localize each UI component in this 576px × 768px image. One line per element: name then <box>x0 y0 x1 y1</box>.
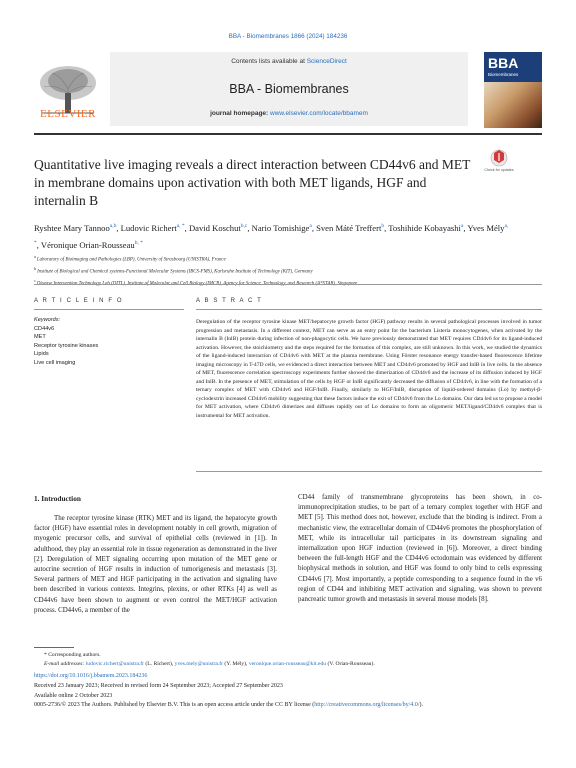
keyword: MET <box>34 334 46 341</box>
affiliation-line <box>34 265 542 277</box>
article-title: Quantitative live imaging reveals a direct interaction between CD44v6 and MET in membrane domains upon activation with both MET ligands, HGF and internalin B <box>34 157 471 208</box>
author-affiliation-marker[interactable]: b,c <box>240 223 248 229</box>
cover-artwork <box>484 82 542 128</box>
affiliation-marker: a <box>34 254 37 259</box>
email-label: E-mail addresses: <box>44 661 85 668</box>
journal-name: BBA - Biomembranes <box>229 82 349 96</box>
affiliation-marker: b <box>34 266 38 272</box>
header-divider <box>34 133 542 135</box>
sciencedirect-link[interactable]: ScienceDirect <box>306 58 347 65</box>
author-affiliation-marker[interactable]: b, * <box>134 239 143 246</box>
corresponding-authors-note: * Corresponding authors. <box>44 652 101 658</box>
affiliation-line <box>34 253 542 265</box>
author-name: David Koschut <box>188 222 241 233</box>
abstract-bottom-rule <box>196 471 542 472</box>
affiliation-marker: c <box>34 278 37 284</box>
email-owner: (L. Richert), <box>144 661 175 668</box>
author-affiliation-marker[interactable]: a,b <box>109 223 117 229</box>
email-link[interactable]: yves.mely@unistra.fr <box>174 661 223 668</box>
cover-title: BBA <box>488 55 519 71</box>
email-link[interactable]: ludovic.richert@unistra.fr <box>85 661 145 668</box>
author-name: Nario Tomishige <box>251 222 310 233</box>
paragraph: The receptor tyrosine kinase (RTK) MET and its ligand, the hepatocyte growth factor (HGF) have essential roles in development notably in cell growth, migration of myogenic precursor cells, and survival of epithelial cells (reviewed in [1]). In adulthood, they play an essential role in tissue regeneration as demonstrated in the liver [2]. Deregulation of MET signaling occurring upon mutation of the MET gene or autocrine secretion of HGF results in induction of tumorigenesis and metastasis [3]. Several partners of MET and HGF participating in the activation and signaling have been described in various contexts. Integrins, plexins, or other RTKs [4] as well as CD44v6 have been shown to augment or even control the MET/HGF activation process. CD44v6, a member of the <box>34 515 277 614</box>
homepage-prefix: journal homepage: <box>210 110 271 117</box>
cover-subtitle: Biomembranes <box>488 72 519 77</box>
keyword: CD44v6 <box>34 325 55 332</box>
received-dates: Received 23 January 2023; Received in revised form 24 September 2023; Accepted 27 September 2023 <box>34 682 283 689</box>
email-owner: (Y. Mély), <box>222 661 249 668</box>
keywords-list <box>34 325 184 368</box>
license-prefix: 0005-2736/© 2023 The Authors. Published by Elsevier B.V. This is an open access article under the CC BY license ( <box>34 702 315 709</box>
body-column-right <box>298 493 542 605</box>
badge-text: Check for updates <box>484 168 514 172</box>
doi-link[interactable]: https://doi.org/10.1016/j.bbamem.2023.184236 <box>34 673 148 679</box>
author-list: Ryshtee Mary Tannoo$^{a,b}$, Ludovic Richert$^{a, *}$, David Koschut$^{b,c}$, Nario Tomishige$^a$, Sven Máté Treffert$^b$, Toshihide Kobayashi$^a$, Yves Mély$^{a, *}$, Véronique Orian-Rousseau$^{b, *}$ <box>34 222 509 250</box>
publisher-name: ELSEVIER <box>40 108 96 120</box>
abstract-text: Deregulation of the receptor tyrosine kinase MET/hepatocyte growth factor (HGF) pathway results in several pathological processes involved in tumor progression and metastasis. In a different context, MET can serve as an entry point for the bacterium Listeria monocytogenes, when activated by the internalin B (InlB) protein during infection of non-phagocytic cells. We have previously demonstrated that MET requires CD44v6 for its ligand-induced activation. However, the stoichiometry and the steps required for the formation of this complex, are still unknown. In this work, we studied the dynamics of the ligand-induced interaction of CD44v6 with MET at the plasma membrane. Using Förster resonance energy transfer-based fluorescence lifetime imaging microscopy in T-47D cells, we evidenced a direct interaction between MET and CD44v6 promoted by HGF and InlB in live cells. In the absence of MET, fluorescence correlation spectroscopy experiments further showed the dimerization of CD44v6 and the increase of its diffusion induced by HGF and InlB. In the presence of MET, stimulation of the cells by HGF or InlB significantly decreased the diffusion of CD44v6, in line with the formation of a ternary complex of MET with CD44v6 and HGF/InlB. Finally, similarly to HGF/InlB, disruption of liquid-ordered domains (Lo) by methyl-β-cyclodextrin increased CD44v6 mobility suggesting that these factors induce the exit of CD44v6 from the Lo domains. Our data led us to propose a model for MET activation, where CD44v6 dimerizes and diffuses rapidly out of Lo domains to form an oligomeric MET/ligand/CD44v6 complex that is instrumental for MET activation. <box>196 319 542 420</box>
email-list <box>86 661 375 667</box>
keywords-label: Keywords: <box>34 317 61 323</box>
author-name: Toshihide Kobayashi <box>388 222 461 233</box>
available-online: Available online 2 October 2023 <box>34 692 113 699</box>
author-name: Sven Máté Treffert <box>316 222 382 233</box>
article-info-rule <box>34 309 184 310</box>
journal-header-box <box>110 52 468 126</box>
license-suffix: ). <box>419 702 423 709</box>
author-affiliation-marker[interactable]: a, * <box>176 223 185 229</box>
author-affiliation-marker[interactable]: b <box>381 223 385 229</box>
license-line <box>34 701 542 711</box>
check-for-updates-icon[interactable] <box>486 148 512 176</box>
body-column-left <box>34 514 277 616</box>
email-line <box>34 660 542 669</box>
journal-cover-image <box>484 52 542 128</box>
abstract-heading: A B S T R A C T <box>196 298 263 304</box>
affiliation-text: Laboratory of Bioimaging and Pathologies (LBP), University of Strasbourg (UNISTRA), France <box>36 257 226 263</box>
author-name: Ryshtee Mary Tannoo <box>34 222 110 233</box>
affiliation-text: Institute of Biological and Chemical systems-Functional Molecular Systems (IBCS-FMS), Karlsruhe Institute of Technology (KIT), Germany <box>37 269 313 275</box>
author-affiliation-marker[interactable]: a, * <box>34 223 509 246</box>
author-name: Yves Mély <box>467 222 505 233</box>
keywords-block <box>34 316 184 368</box>
author-name: Ludovic Richert <box>120 222 177 233</box>
abstract-rule <box>196 309 542 310</box>
email-link[interactable]: veronique.orian-rousseau@kit.edu <box>248 661 327 668</box>
paragraph: CD44 family of transmembrane glycoproteins has been shown, in co-immunoprecipitation studies, to be part of a ternary complex together with HGF and MET [5]. This method does not, however, exclude that the binding is indirect. From a mechanistic view, the extracellular domain of CD44v6 promotes the phosphorylation of MET, while its intracellular tail participates in its downstream signaling and internalization upon HGF induction (reviewed in [6]). Moreover, a direct binding between the full-length HGF and the CD44v6 ectodomain was evidenced by different biophysical methods in solution, and HGF was found to only bind to cells expressing CD44v6 [7]. Most importantly, a peptide corresponding to a sequence found in the v6 region of CD44 and inhibiting MET activation and signaling, was shown to prevent pancreatic tumor growth and metastasis in several mouse models [8]. <box>298 494 542 604</box>
contents-prefix: Contents lists available at <box>231 58 307 65</box>
author-affiliation-marker[interactable]: a <box>309 223 312 229</box>
email-owner: (V. Orian-Rousseau). <box>326 661 375 668</box>
section-divider <box>34 284 542 285</box>
footnotes <box>34 651 542 670</box>
publication-info <box>34 672 542 711</box>
footnote-rule <box>34 647 74 648</box>
section-heading-introduction: 1. Introduction <box>34 494 81 503</box>
journal-homepage <box>110 110 468 117</box>
keyword: Receptor tyrosine kinases <box>34 342 99 349</box>
license-link[interactable]: http://creativecommons.org/licenses/by/4.0/ <box>314 702 420 709</box>
author-name: Véronique Orian-Rousseau <box>40 239 135 250</box>
journal-citation[interactable]: BBA - Biomembranes 1866 (2024) 184236 <box>228 33 348 40</box>
article-info-heading: A R T I C L E I N F O <box>34 298 124 304</box>
author-affiliation-marker[interactable]: a <box>460 223 464 229</box>
keyword: Lipids <box>34 351 49 358</box>
homepage-link[interactable]: www.elsevier.com/locate/bbamem <box>270 110 368 117</box>
contents-available <box>110 58 468 65</box>
keyword: Live cell imaging <box>34 359 76 366</box>
